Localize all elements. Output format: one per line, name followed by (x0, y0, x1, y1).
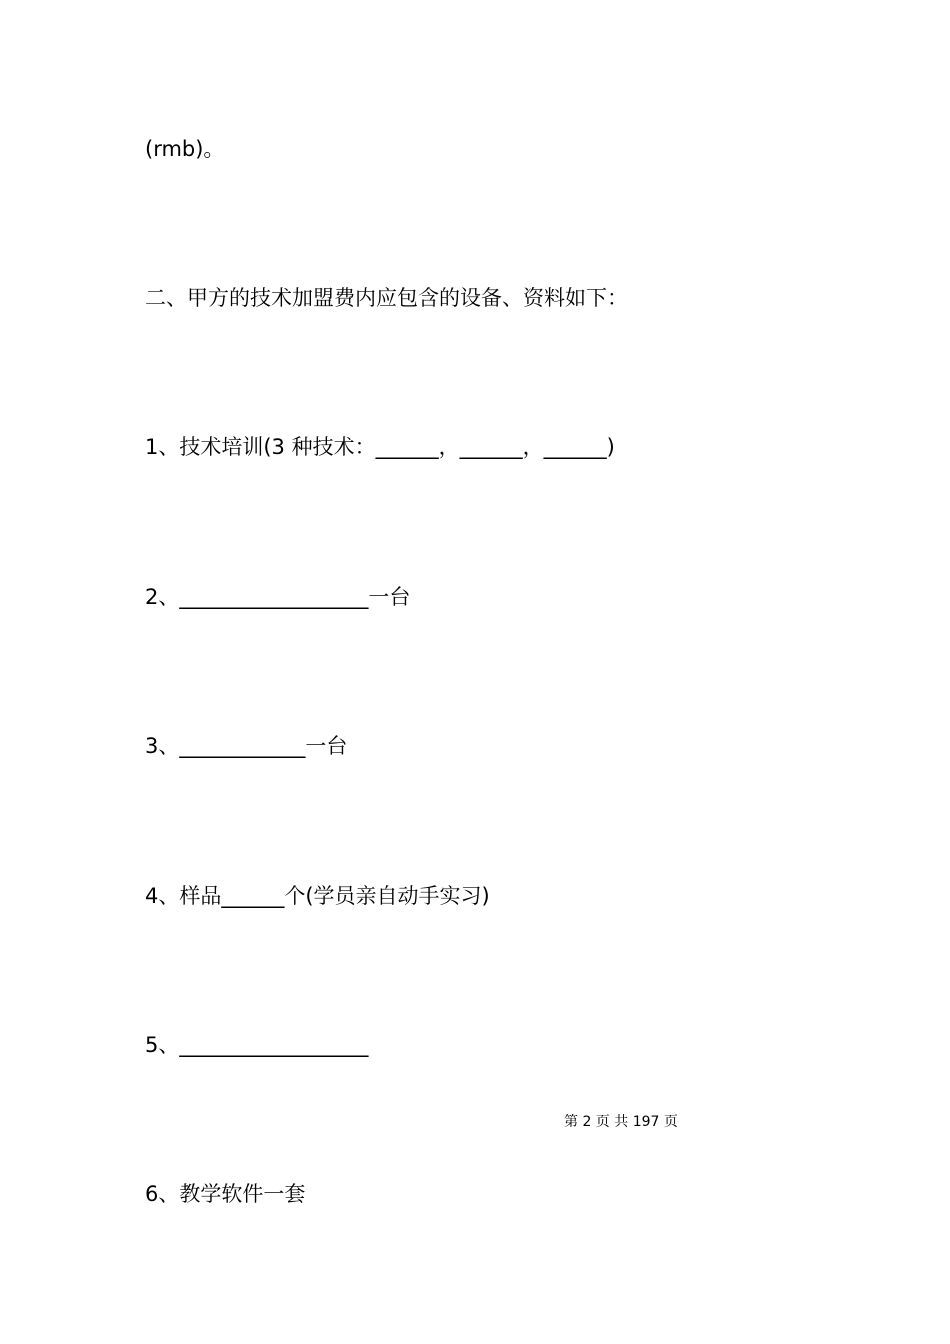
list-item-3: 3、____________一台 (145, 734, 348, 758)
list-item-4: 4、样品______个(学员亲自动手实习) (145, 884, 490, 908)
list-item-2: 2、__________________一台 (145, 585, 411, 609)
text-line-rmb: (rmb)。 (145, 137, 225, 161)
list-item-1: 1、技术培训(3 种技术：______，______，______) (145, 435, 615, 459)
list-item-6: 6、教学软件一套 (145, 1182, 306, 1206)
page-footer: 第 2 页 共 197 页 (564, 1114, 678, 1130)
list-item-5: 5、__________________ (145, 1033, 369, 1057)
section-heading: 二、甲方的技术加盟费内应包含的设备、资料如下： (145, 286, 628, 310)
